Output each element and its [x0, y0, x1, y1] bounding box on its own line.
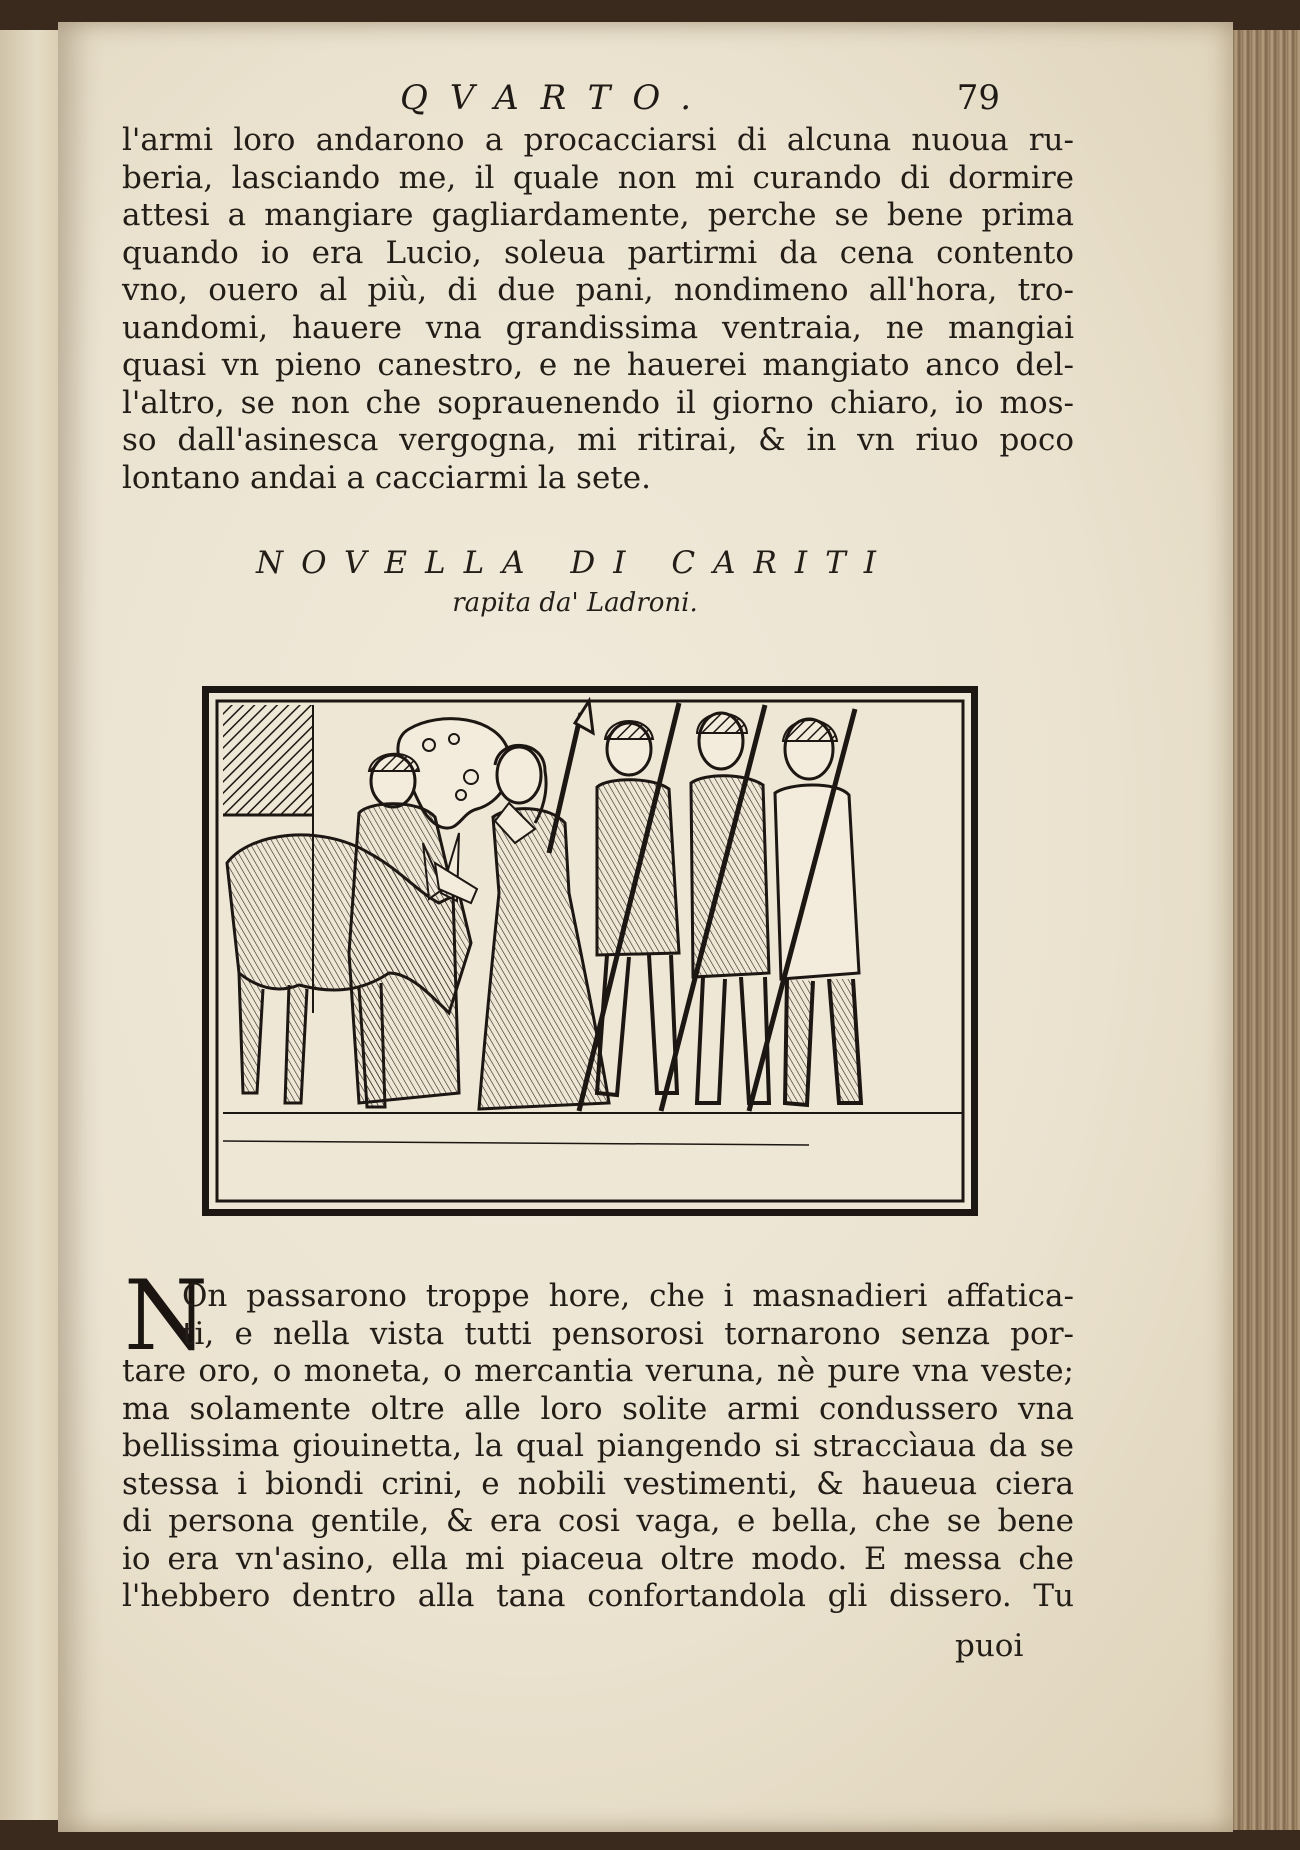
text-line: di persona gentile, & era cosi vaga, e bella, che se bene	[122, 1503, 1074, 1539]
text-line: vno, ouero al più, di due pani, nondimeno all'hora, tro-	[122, 272, 1074, 308]
paragraph-2-indented	[182, 1278, 1074, 1353]
section-subtitle: rapita da' Ladroni.	[452, 588, 698, 618]
woodcut-illustration	[202, 686, 978, 1216]
text-line: attesi a mangiare gagliardamente, perche se bene prima	[122, 197, 1074, 233]
paragraph-2	[122, 1353, 1074, 1616]
text-line: l'altro, se non che soprauenendo il giorno chiaro, io mos-	[122, 384, 1074, 421]
text-line: ti, e nella vista tutti pensorosi tornarono senza por-	[182, 1315, 1074, 1352]
text-line: l'armi loro andarono a procacciarsi di alcuna nuoua ru-	[122, 122, 1074, 158]
section-title: NOVELLA DI CARITI	[256, 545, 894, 581]
page-fore-edge	[1233, 30, 1300, 1830]
facing-page-edge	[0, 30, 62, 1820]
running-title: QVARTO.	[400, 78, 714, 118]
page-header	[400, 78, 1040, 128]
drop-cap: N	[124, 1260, 208, 1372]
text-line: beria, lasciando me, il quale non mi curando di dormire	[122, 159, 1074, 196]
text-line: uandomi, hauere vna grandissima ventraia, ne mangiai	[122, 309, 1074, 346]
text-line: quando io era Lucio, soleua partirmi da cena contento	[122, 234, 1074, 271]
text-line: On passarono troppe hore, che i masnadieri affatica-	[182, 1278, 1074, 1314]
hatched-wall-icon	[223, 705, 313, 815]
paragraph-1	[122, 122, 1074, 497]
text-line: tare oro, o moneta, o mercantia veruna, nè pure vna veste;	[122, 1353, 1074, 1389]
text-line: ma solamente oltre alle loro solite armi condussero vna	[122, 1390, 1074, 1427]
text-line: io era vn'asino, ella mi piaceua oltre modo. E messa che	[122, 1540, 1074, 1577]
text-line: quasi vn pieno canestro, e ne hauerei mangiato anco del-	[122, 347, 1074, 383]
text-line: stessa i biondi crini, e nobili vestimenti, & haueua ciera	[122, 1465, 1074, 1502]
woodcut-scene-icon	[209, 693, 971, 1209]
text-line: bellissima giouinetta, la qual piangendo si straccìaua da se	[122, 1428, 1074, 1464]
text-line: l'hebbero dentro alla tana confortandola gli dissero. Tu	[122, 1578, 1074, 1614]
catchword: puoi	[955, 1628, 1024, 1664]
text-line: lontano andai a cacciarmi la sete.	[122, 459, 651, 496]
text-line: so dall'asinesca vergogna, mi ritirai, & in vn riuo poco	[122, 422, 1074, 458]
page-number: 79	[956, 78, 1000, 118]
